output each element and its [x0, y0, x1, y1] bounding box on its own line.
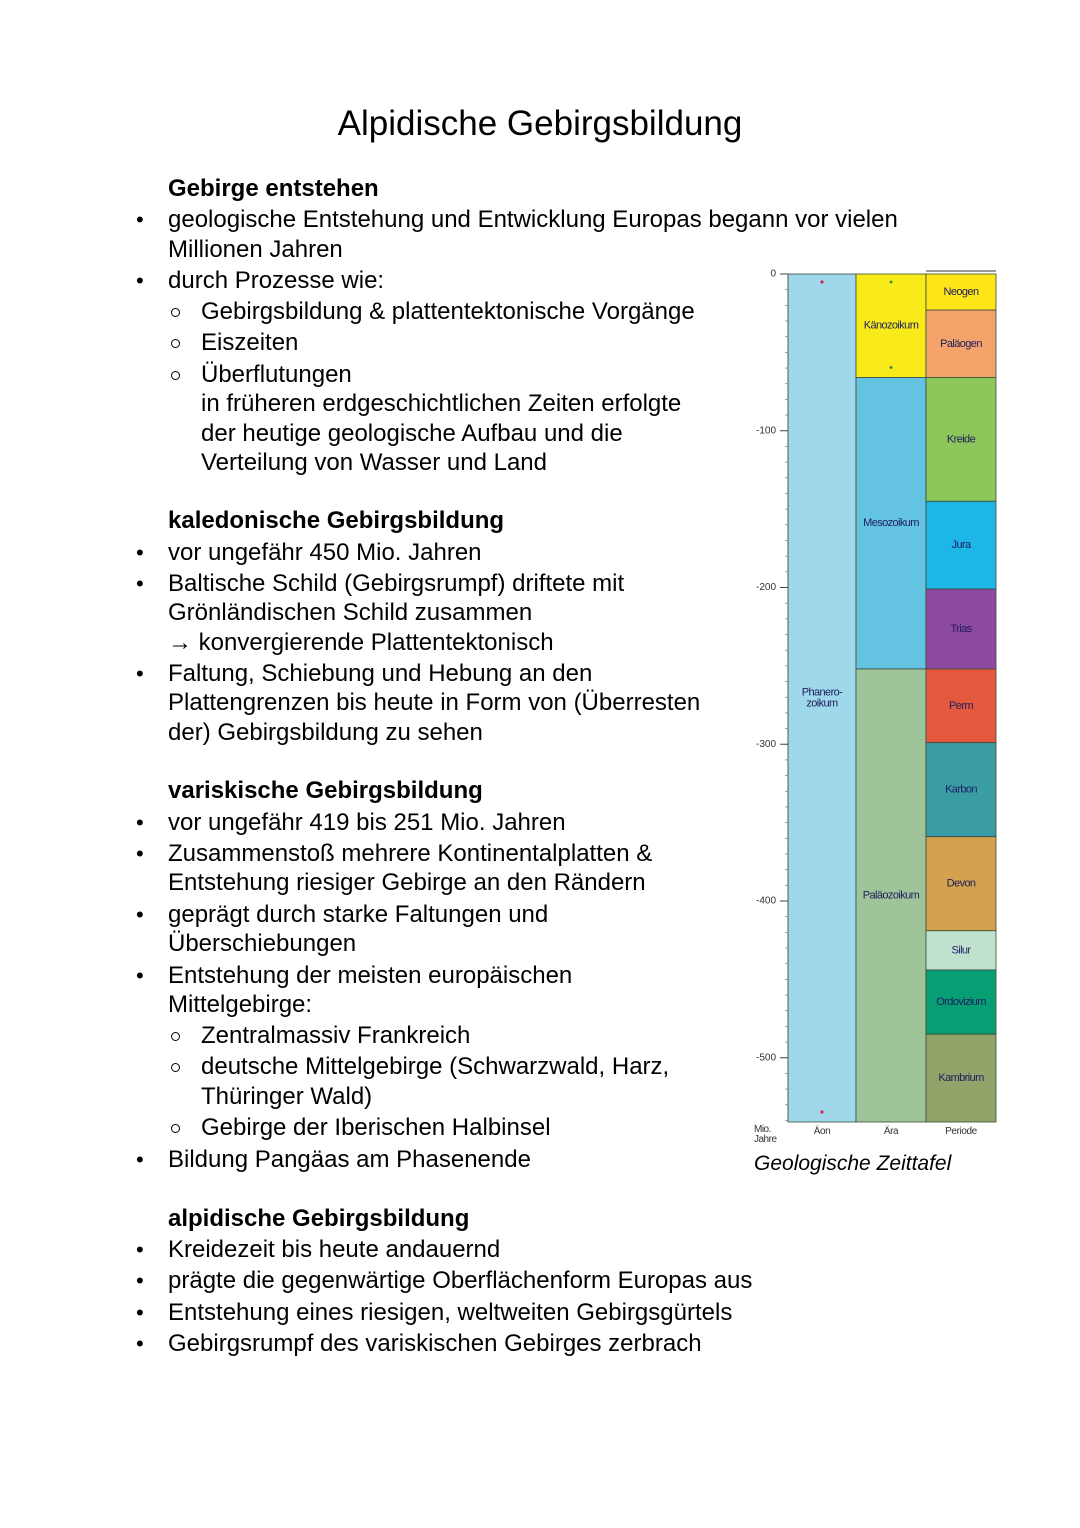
axis-tick-label: -500 [755, 1052, 776, 1064]
axis-tick-label: -100 [755, 425, 776, 437]
bullet: • [136, 1237, 144, 1262]
sub-bullet [171, 1032, 180, 1041]
era-label: Känozoikum [863, 319, 919, 332]
boundary-marker [890, 366, 893, 369]
eon-label: Phanero-zoikum [801, 686, 843, 710]
sub-list-item-continuation: Verteilung von Wasser und Land [201, 449, 547, 476]
period-label: Ordovizium [936, 995, 986, 1008]
bullet: • [136, 661, 144, 686]
sub-list-item: Überflutungen [201, 361, 352, 388]
list-item-continuation: der) Gebirgsbildung zu sehen [168, 719, 483, 746]
list-item: Gebirgsrumpf des variskischen Gebirges zerbrach [168, 1330, 702, 1357]
list-item-continuation: Plattengrenzen bis heute in Form von (Überresten [168, 689, 701, 716]
bullet: • [136, 1147, 144, 1172]
list-item: vor ungefähr 450 Mio. Jahren [168, 539, 482, 566]
column-label: Ära [883, 1126, 899, 1137]
bullet: • [136, 841, 144, 866]
axis-tick-label: -300 [755, 738, 776, 750]
list-item: Baltische Schild (Gebirgsrumpf) driftete mit [168, 570, 625, 597]
sub-list-item: Zentralmassiv Frankreich [201, 1022, 471, 1049]
axis-tick-label: -200 [755, 582, 776, 594]
period-label: Devon [946, 877, 976, 890]
period-label: Silur [951, 944, 971, 957]
list-item: geologische Entstehung und Entwicklung Europas begann vor vielen [168, 206, 898, 233]
bullet: • [136, 1331, 144, 1356]
bullet: • [136, 810, 144, 835]
period-label: Kreide [946, 433, 976, 446]
list-item-continuation: Überschiebungen [168, 930, 357, 957]
section-heading: Gebirge entstehen [168, 175, 379, 202]
list-item: Zusammenstoß mehrere Kontinentalplatten & [168, 840, 653, 867]
era-label: Mesozoikum [863, 517, 919, 530]
bullet: • [136, 1268, 144, 1293]
list-item-continuation: → konvergierende Plattentektonisch [168, 629, 554, 656]
column-label: Äon [813, 1126, 831, 1137]
sub-bullet [171, 1063, 180, 1072]
boundary-marker [820, 280, 823, 283]
period-label: Jura [951, 539, 971, 552]
sub-bullet [171, 371, 180, 380]
era-label: Paläozoikum [862, 889, 920, 902]
section-heading: variskische Gebirgsbildung [168, 777, 483, 804]
bullet: • [136, 207, 144, 232]
list-item: Entstehung eines riesigen, weltweiten Gebirgsgürtels [168, 1299, 733, 1326]
bullet: • [136, 902, 144, 927]
period-label: Karbon [945, 783, 977, 796]
list-item: prägte die gegenwärtige Oberflächenform Europas aus [168, 1267, 753, 1294]
axis-tick-label: 0 [770, 268, 776, 280]
boundary-marker [890, 281, 893, 284]
list-item: geprägt durch starke Faltungen und [168, 901, 549, 928]
section-heading: alpidische Gebirgsbildung [168, 1205, 470, 1232]
bullet: • [136, 268, 144, 293]
list-item: Entstehung der meisten europäischen [168, 962, 573, 989]
sub-list-item-continuation: in früheren erdgeschichtlichen Zeiten erfolgte [201, 390, 682, 417]
bullet: • [136, 571, 144, 596]
list-item: Faltung, Schiebung und Hebung an den [168, 660, 593, 687]
period-label: Paläogen [940, 337, 982, 350]
period-label: Neogen [943, 285, 979, 298]
period-label: Perm [949, 699, 973, 712]
axis-tick-label: -400 [755, 895, 776, 907]
sub-list-item: deutsche Mittelgebirge (Schwarzwald, Harz, [201, 1053, 670, 1080]
page-title: Alpidische Gebirgsbildung [337, 104, 743, 143]
axis-unit-label: Mio. Jahre [754, 1124, 777, 1145]
list-item-continuation: Mittelgebirge: [168, 991, 313, 1018]
list-item-continuation: Millionen Jahren [168, 236, 343, 263]
list-item: durch Prozesse wie: [168, 267, 385, 294]
sub-list-item-continuation: der heutige geologische Aufbau und die [201, 420, 623, 447]
sub-list-item: Gebirge der Iberischen Halbinsel [201, 1114, 551, 1141]
boundary-marker [820, 1110, 823, 1113]
period-label: Kambrium [938, 1072, 984, 1085]
sub-list-item: Gebirgsbildung & plattentektonische Vorgänge [201, 298, 695, 325]
list-item: Kreidezeit bis heute andauernd [168, 1236, 501, 1263]
bullet: • [136, 963, 144, 988]
bullet: • [136, 540, 144, 565]
list-item: vor ungefähr 419 bis 251 Mio. Jahren [168, 809, 566, 836]
figure-caption: Geologische Zeittafel [754, 1152, 952, 1175]
sub-bullet [171, 308, 180, 317]
bullet: • [136, 1300, 144, 1325]
list-item-continuation: Entstehung riesiger Gebirge an den Rändern [168, 869, 646, 896]
geologic-timescale-figure [748, 262, 1008, 1152]
sub-bullet [171, 339, 180, 348]
sub-bullet [171, 1124, 180, 1133]
period-label: Trias [950, 622, 972, 635]
sub-list-item-continuation: Thüringer Wald) [201, 1083, 373, 1110]
list-item-continuation: Grönländischen Schild zusammen [168, 599, 533, 626]
section-heading: kaledonische Gebirgsbildung [168, 507, 505, 534]
column-label: Periode [945, 1126, 977, 1137]
sub-list-item: Eiszeiten [201, 329, 299, 356]
list-item: Bildung Pangäas am Phasenende [168, 1146, 531, 1173]
